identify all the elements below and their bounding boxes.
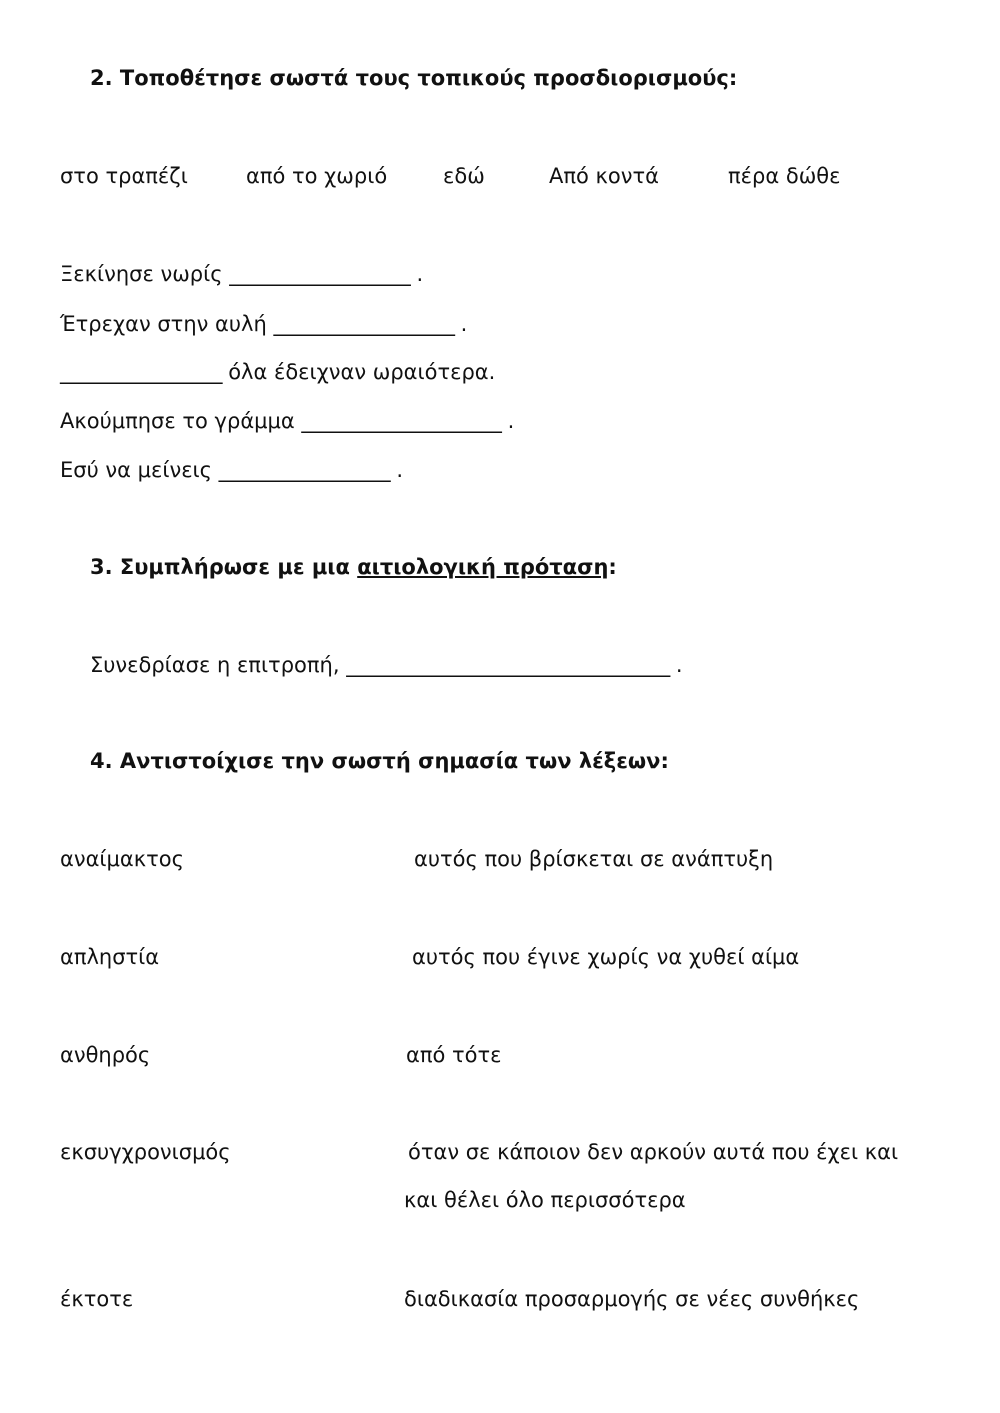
sentence-end: . xyxy=(416,262,424,286)
answer-blank[interactable]: ___________________ xyxy=(229,262,410,286)
match-word: απληστία xyxy=(60,945,160,969)
word-bank-item: από το χωριό xyxy=(246,164,388,188)
sentence-row xyxy=(60,262,423,286)
sentence-text: Έτρεχαν στην αυλή xyxy=(60,312,267,336)
sentence-row xyxy=(60,409,514,433)
sentence-text: Ακούμπησε το γράμμα xyxy=(60,409,295,433)
sentence-end: . xyxy=(396,458,404,482)
sentence-text: Εσύ να μείνεις xyxy=(60,458,212,482)
section-2-heading: 2. Τοποθέτησε σωστά τους τοπικούς προσδιορισμούς: xyxy=(90,66,738,90)
word-bank-item: πέρα δώθε xyxy=(728,164,841,188)
match-word: έκτοτε xyxy=(60,1287,134,1311)
sentence-end: . xyxy=(460,312,468,336)
match-meaning: αυτός που βρίσκεται σε ανάπτυξη xyxy=(414,847,774,871)
word-bank-item: Από κοντά xyxy=(549,164,659,188)
sentence-end: . xyxy=(507,409,515,433)
sentence-row xyxy=(60,312,467,336)
match-meaning: αυτός που έγινε χωρίς να χυθεί αίμα xyxy=(412,945,800,969)
answer-blank[interactable]: __________________________________ xyxy=(346,653,670,677)
sentence-row xyxy=(90,653,683,677)
answer-blank[interactable]: ___________________ xyxy=(273,312,454,336)
match-meaning: όταν σε κάποιον δεν αρκούν αυτά που έχει και xyxy=(408,1140,899,1164)
sentence-end: . xyxy=(675,653,683,677)
answer-blank[interactable]: _____________________ xyxy=(301,409,501,433)
match-word: ανθηρός xyxy=(60,1043,151,1067)
match-meaning: και θέλει όλο περισσότερα xyxy=(404,1188,686,1212)
heading-prefix: 3. Συμπλήρωσε με μια xyxy=(90,555,358,579)
sentence-row xyxy=(60,458,403,482)
sentence-end: όλα έδειχναν ωραιότερα. xyxy=(228,360,496,384)
sentence-row xyxy=(60,360,495,384)
section-3-heading xyxy=(90,555,617,579)
match-meaning: από τότε xyxy=(406,1043,502,1067)
word-bank-item: εδώ xyxy=(443,164,485,188)
sentence-text: Ξεκίνησε νωρίς xyxy=(60,262,223,286)
heading-suffix: : xyxy=(608,555,617,579)
answer-blank[interactable]: __________________ xyxy=(218,458,390,482)
sentence-text: Συνεδρίασε η επιτροπή, xyxy=(90,653,340,677)
match-meaning: διαδικασία προσαρμογής σε νέες συνθήκες xyxy=(404,1287,860,1311)
section-4-heading: 4. Αντιστοίχισε την σωστή σημασία των λέξεων: xyxy=(90,749,669,773)
match-word: εκσυγχρονισμός xyxy=(60,1140,231,1164)
match-word: αναίμακτος xyxy=(60,847,184,871)
word-bank-item: στο τραπέζι xyxy=(60,164,188,188)
heading-underlined: αιτιολογική πρόταση xyxy=(357,555,609,579)
answer-blank[interactable]: _________________ xyxy=(60,360,222,384)
